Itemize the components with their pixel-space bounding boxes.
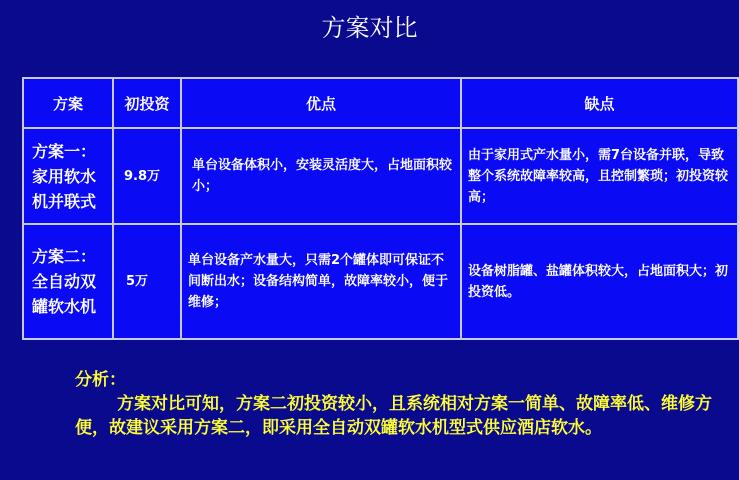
plan-cons: 由于家用式产水量小，需7台设备并联，导致整个系统故障率较高，且控制繁琐；初投资较高； bbox=[461, 128, 738, 224]
table-header-row bbox=[23, 78, 738, 128]
plan-pros: 单台设备体积小，安装灵活度大，占地面积较小； bbox=[181, 128, 461, 224]
plan-pros: 单台设备产水量大，只需2个罐体即可保证不间断出水；设备结构简单，故障率较小，便于维修； bbox=[181, 224, 461, 339]
header-plan: 方案 bbox=[23, 78, 113, 128]
plan-cost: 5万 bbox=[113, 224, 181, 339]
analysis-label: 分析： bbox=[75, 370, 126, 390]
plan-cons: 设备树脂罐、盐罐体积较大，占地面积大；初投资低。 bbox=[461, 224, 738, 339]
plan-name: 方案二：全自动双罐软水机 bbox=[23, 224, 113, 339]
table-row bbox=[23, 128, 738, 224]
header-pros: 优点 bbox=[181, 78, 461, 128]
header-cons: 缺点 bbox=[461, 78, 738, 128]
table-row bbox=[23, 224, 738, 339]
slide-title: 方案对比 bbox=[321, 14, 418, 42]
plan-name: 方案一：家用软水机并联式 bbox=[23, 128, 113, 224]
comparison-table bbox=[22, 77, 739, 340]
analysis-text: 方案对比可知，方案二初投资较小，且系统相对方案一简单、故障率低、维修方便，故建议采用方案二，即采用全自动双罐软水机型式供应酒店软水。 bbox=[75, 394, 712, 438]
header-investment: 初投资 bbox=[113, 78, 181, 128]
plan-cost: 9.8万 bbox=[113, 128, 181, 224]
